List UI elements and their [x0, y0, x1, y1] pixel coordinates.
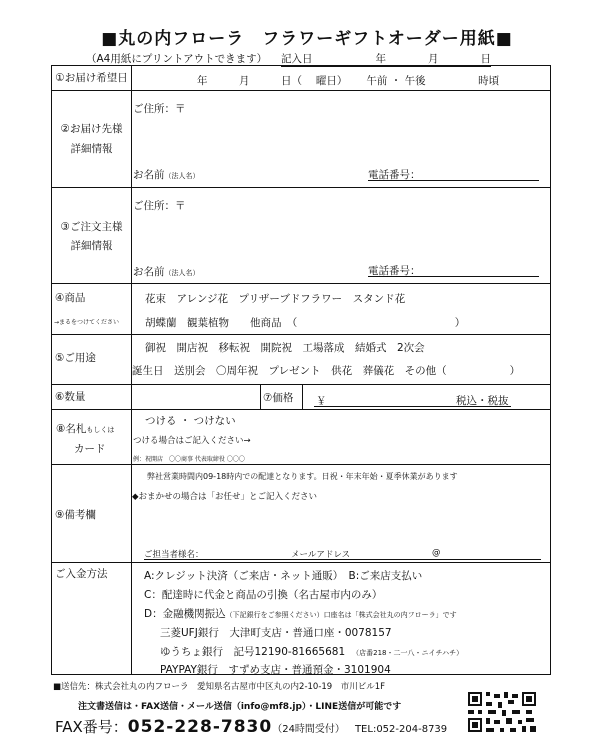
bank-yucho-note: （店番218・二一八・ニイチハチ） — [355, 649, 464, 657]
recipient-label: ②お届け先様 — [60, 123, 123, 135]
yen-sign: ￥ — [316, 395, 327, 407]
orderer-address-field[interactable]: ご住所：〒 — [133, 200, 186, 212]
orderer-name-note: （法人名） — [164, 269, 200, 277]
recipient-phone-line[interactable] — [368, 180, 539, 181]
payment-option-a[interactable]: A:クレジット決済（ご来店・ネット通販） B:ご来店支払い — [144, 570, 423, 582]
bank-yucho — [160, 644, 463, 659]
quantity-field[interactable] — [134, 388, 260, 406]
row-divider — [52, 562, 550, 563]
remarks-omakase: ◆おまかせの場合は「お任せ」とご記入ください — [132, 492, 318, 502]
price-label: ⑦価格 — [263, 392, 294, 404]
card-instruction: つける場合はご記入ください→ — [133, 436, 251, 446]
recipient-name-label: お名前 — [133, 169, 165, 181]
purpose-label: ⑤ご用途 — [55, 352, 96, 364]
recipient-address-field[interactable]: ご住所：〒 — [133, 103, 186, 115]
remarks-contact-line[interactable] — [144, 559, 541, 560]
payment-label: ご入金方法 — [55, 568, 108, 580]
bank-yucho-main: ゆうちょ銀行 記号12190-81665681 — [160, 646, 346, 658]
staff-name-label: ご担当者様名： — [144, 550, 204, 560]
delivery-date-field[interactable]: 年 月 日（ 曜日） 午前 ・ 午後 時頃 — [197, 75, 500, 87]
orderer-label-sub: 詳細情報 — [70, 240, 113, 252]
row-divider — [52, 283, 550, 284]
card-label-small: もしくは — [86, 426, 115, 434]
row-divider — [52, 334, 550, 335]
recipient-name-field[interactable] — [133, 167, 200, 182]
row-divider — [52, 409, 550, 410]
price-field-line[interactable] — [314, 406, 511, 407]
payment-option-d-note: （下記銀行をご参照ください）口座名は「株式会社丸の内フローラ」です — [225, 611, 457, 619]
delivery-date-label: ①お届け希望日 — [55, 72, 128, 84]
email-at: @ — [432, 548, 441, 558]
orderer-phone-line[interactable] — [368, 276, 539, 277]
card-example: 例：祝開店 〇〇商事 代表取締役 〇〇〇 — [133, 456, 245, 463]
recipient-name-note: （法人名） — [164, 172, 200, 180]
footer-sender: ■送信先：株式会社丸の内フローラ 愛知県名古屋市中区丸の内2-10-19 市川ビル1F — [53, 682, 386, 692]
tel-number: TEL:052-204-8739 — [354, 724, 448, 735]
product-options-1[interactable]: 花束 アレンジ花 プリザーブドフラワー スタンド花 — [145, 293, 406, 305]
row-divider — [52, 464, 550, 465]
email-label: メールアドレス — [291, 550, 351, 560]
purpose-options-2[interactable]: 誕生日 送別会 〇周年祝 プレゼント 供花 葬儀花 その他（ ） — [132, 365, 521, 377]
qr-code-icon — [466, 690, 538, 734]
fax-number: 052-228-7830 — [127, 717, 273, 737]
print-note: （A4用紙にプリントアウトできます） — [86, 53, 268, 65]
card-label-sub: カード — [74, 443, 106, 455]
product-options-2[interactable]: 胡蝶蘭 観葉植物 他商品 （ ） — [145, 317, 466, 329]
fax-line — [55, 716, 447, 737]
row-divider — [52, 90, 550, 91]
bank-mufg: 三菱UFJ銀行 大津町支店・普通口座・0078157 — [160, 627, 392, 639]
price-divider-2 — [302, 384, 303, 409]
card-label — [56, 421, 114, 436]
card-choice[interactable]: つける ・ つけない — [145, 415, 236, 427]
product-label: ④商品 — [55, 292, 86, 304]
row-divider — [52, 187, 550, 188]
payment-option-c[interactable]: C：配達時に代金と商品の引換（名古屋市内のみ） — [144, 589, 383, 601]
entry-date: 記入日 年 月 日 — [281, 53, 491, 65]
purpose-options-1[interactable]: 御祝 開店祝 移転祝 開院祝 工場落成 結婚式 2次会 — [145, 342, 425, 354]
orderer-name-field[interactable] — [133, 264, 200, 279]
card-label-main: ⑧名札 — [56, 423, 87, 435]
recipient-phone-label: 電話番号： — [368, 169, 421, 181]
product-note: →まるをつけてください — [54, 319, 120, 326]
footer-methods: 注文書送信は・FAX送信・メール送信（info@mf8.jp）・LINE送信が可能です — [78, 702, 402, 712]
orderer-phone-label: 電話番号： — [368, 265, 421, 277]
price-divider — [260, 384, 261, 409]
tax-options[interactable]: 税込・税抜 — [456, 395, 509, 407]
remarks-notice: 弊社営業時間内09-18時内での配達となります。日祝・年末年始・夏季休業があります — [147, 472, 458, 481]
recipient-label-sub: 詳細情報 — [70, 143, 113, 155]
orderer-name-label: お名前 — [133, 266, 165, 278]
payment-option-d[interactable] — [144, 606, 457, 621]
quantity-label: ⑥数量 — [55, 391, 86, 403]
orderer-label: ③ご注文主様 — [60, 221, 123, 233]
row-divider — [52, 384, 550, 385]
page-title: ■丸の内フローラ フラワーギフトオーダー用紙■ — [101, 29, 513, 49]
bank-paypay: PAYPAY銀行 すずめ支店・普通預金・3101904 — [160, 664, 391, 676]
fax-label: FAX番号： — [55, 718, 128, 736]
order-form — [51, 65, 551, 675]
payment-option-d-main: D：金融機関振込 — [144, 608, 226, 620]
fax-note: （24時間受付） — [272, 724, 340, 735]
remarks-label: ⑨備考欄 — [55, 509, 96, 521]
